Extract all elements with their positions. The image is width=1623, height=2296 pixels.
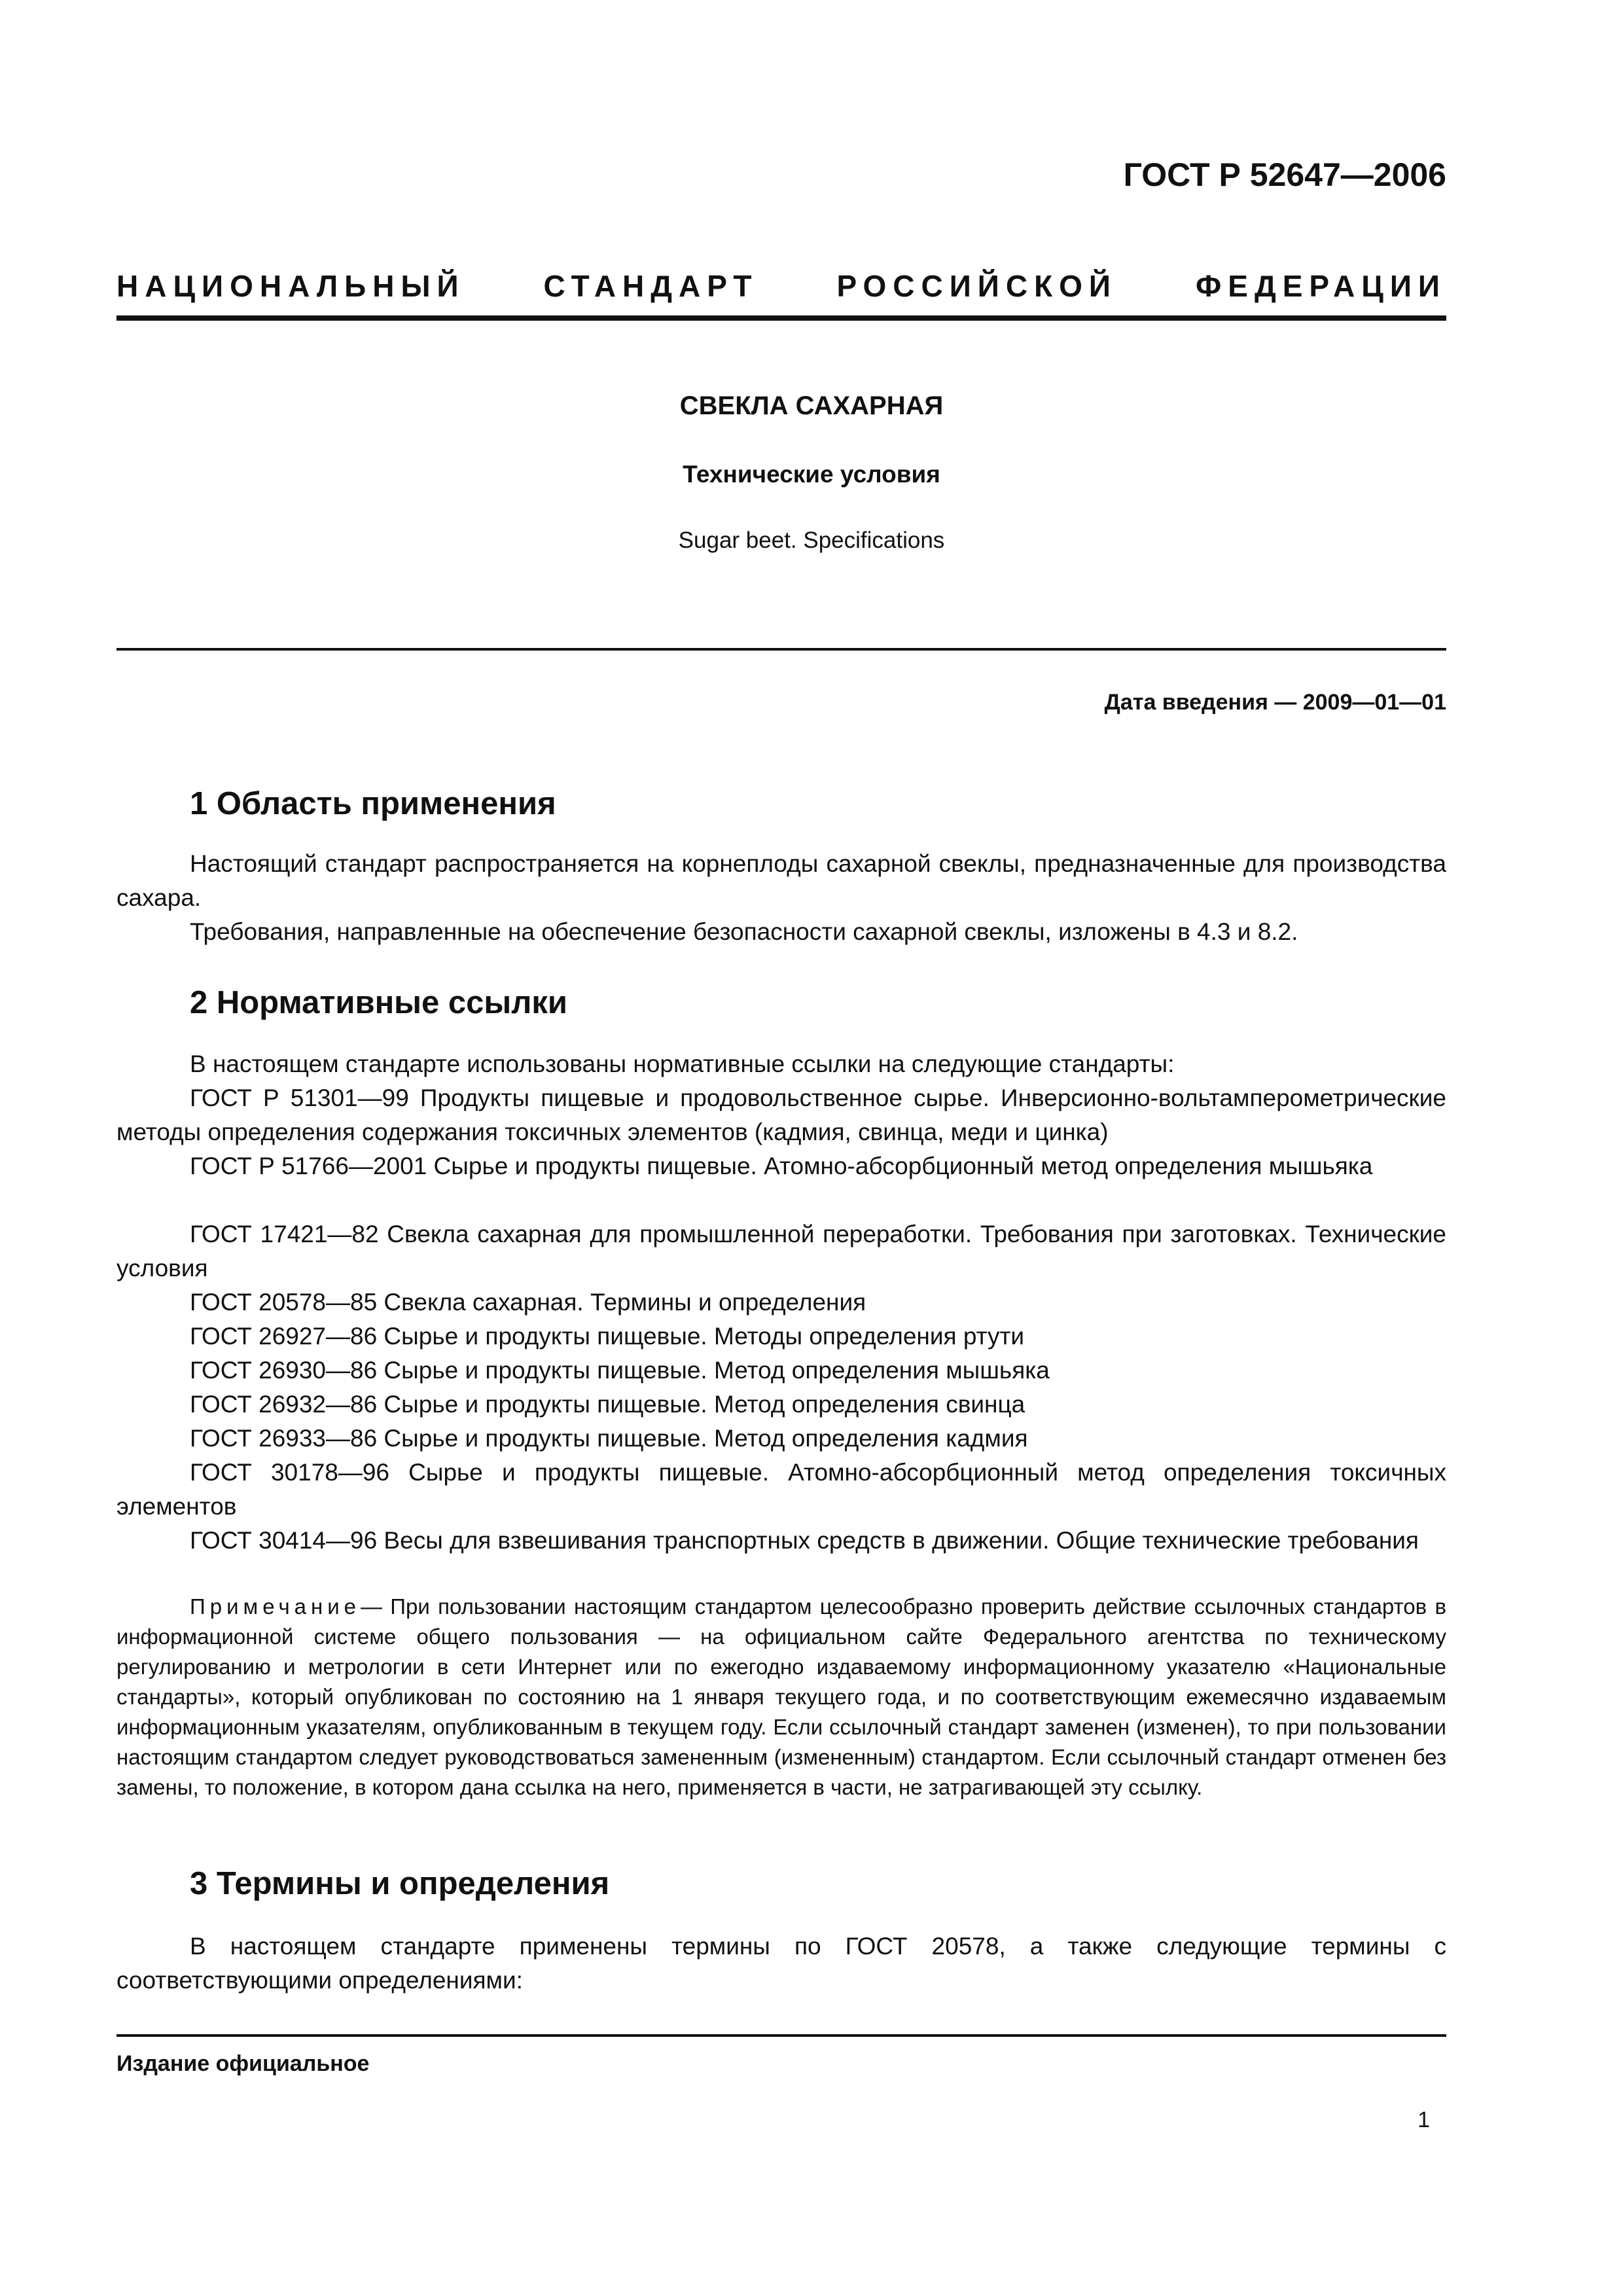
reference-item: ГОСТ 26933—86 Сырье и продукты пищевые. Метод определения кадмия	[190, 1425, 1028, 1452]
document-title-en: Sugar beet. Specifications	[678, 528, 945, 553]
reference-item: ГОСТ 30414—96 Весы для взвешивания транспортных средств в движении. Общие технические требования	[190, 1527, 1419, 1554]
document-title: СВЕКЛА САХАРНАЯ	[679, 391, 944, 420]
reference-item: ГОСТ Р 51301—99 Продукты пищевые и продовольственное сырье. Инверсионно-вольтамперометрические методы определения содержания токсичных элементов (кадмия, свинца, меди и цинка)	[116, 1085, 1446, 1145]
section-3-paragraph-1: В настоящем стандарте применены термины по ГОСТ 20578, а также следующие термины с соответствующими определениями:	[116, 1933, 1446, 1994]
reference-item: ГОСТ Р 51766—2001 Сырье и продукты пищевые. Атомно-абсорбционный метод определения мышьяка	[190, 1153, 1373, 1179]
references-note	[116, 1592, 1446, 1803]
note-text: — При пользовании настоящим стандартом целесообразно проверить действие ссылочных стандартов в информационной системе общего пользования — на официальном сайте Федерального агентства по техническому регулированию и метрологии в сети Интернет или по ежегодно издаваемому информационному указателю «Национальные стандарты», который опубликован по состоянию на 1 января текущего года, и по соответствующим ежемесячно издаваемым информационным указателям, опубликованным в текущем году. Если ссылочный стандарт заменен (изменен), то при пользовании настоящим стандартом следует руководствоваться замененным (измененным) стандартом. Если ссылочный стандарт отменен без замены, то положение, в котором дана ссылка на него, применяется в части, не затрагивающей эту ссылку.	[116, 1594, 1446, 1799]
section-3-heading: 3 Термины и определения	[190, 1866, 610, 1901]
note-lead: Примечание	[190, 1594, 361, 1619]
introduction-date: Дата введения — 2009—01—01	[1104, 690, 1446, 715]
reference-item: ГОСТ 20578—85 Свекла сахарная. Термины и определения	[190, 1289, 866, 1316]
section-2-heading: 2 Нормативные ссылки	[190, 985, 567, 1020]
document-subtitle: Технические условия	[683, 461, 940, 488]
document-code: ГОСТ Р 52647—2006	[1123, 156, 1446, 193]
header-rule	[116, 315, 1446, 321]
title-rule	[116, 648, 1446, 651]
section-1-paragraph-2: Требования, направленные на обеспечение безопасности сахарной свеклы, изложены в 4.3 и 8.2.	[190, 918, 1298, 945]
section-1-paragraph-1: Настоящий стандарт распространяется на корнеплоды сахарной свеклы, предназначенные для производства сахара.	[116, 850, 1446, 911]
section-1-heading: 1 Область применения	[190, 786, 556, 821]
page-number: 1	[1418, 2108, 1430, 2132]
reference-item: ГОСТ 26932—86 Сырье и продукты пищевые. Метод определения свинца	[190, 1391, 1026, 1418]
reference-item: ГОСТ 26927—86 Сырье и продукты пищевые. Методы определения ртути	[190, 1323, 1025, 1350]
reference-item: ГОСТ 30178—96 Сырье и продукты пищевые. Атомно-абсорбционный метод определения токсичных элементов	[116, 1459, 1446, 1520]
footer-rule	[116, 2034, 1446, 2037]
national-standard-banner: НАЦИОНАЛЬНЫЙ СТАНДАРТ РОССИЙСКОЙ ФЕДЕРАЦИИ	[116, 269, 1446, 303]
section-2-intro: В настоящем стандарте использованы нормативные ссылки на следующие стандарты:	[190, 1050, 1175, 1077]
reference-item: ГОСТ 17421—82 Свекла сахарная для промышленной переработки. Требования при заготовках. Технические условия	[116, 1221, 1446, 1282]
official-edition-label: Издание официальное	[116, 2051, 370, 2076]
reference-item: ГОСТ 26930—86 Сырье и продукты пищевые. Метод определения мышьяка	[190, 1357, 1050, 1384]
